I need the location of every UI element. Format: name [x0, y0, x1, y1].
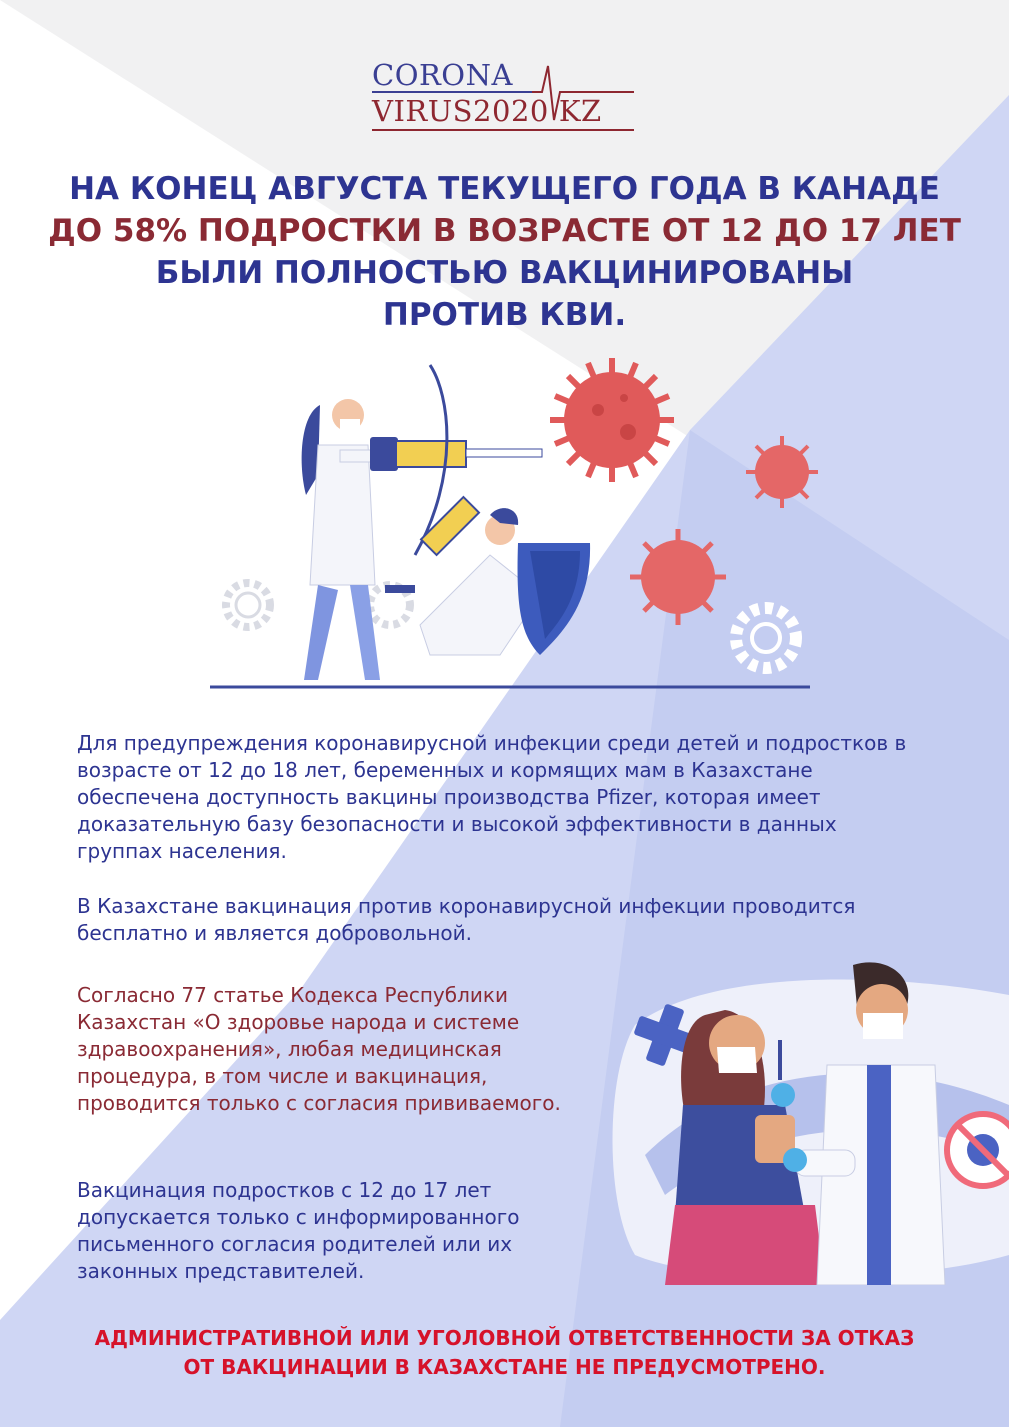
footer-line-2: ОТ ВАКЦИНАЦИИ В КАЗАХСТАНЕ НЕ ПРЕДУСМОТРЕНО. [183, 1355, 826, 1379]
virus-icon [746, 436, 818, 508]
paragraph-free-voluntary: В Казахстане вакцинация против коронавирусной инфекции проводится бесплатно и является добровольной. [77, 894, 856, 945]
no-virus-icon [947, 1114, 1009, 1186]
headline-line-3: БЫЛИ ПОЛНОСТЬЮ ВАКЦИНИРОВАНЫ [155, 255, 854, 291]
doctor-with-shield-figure [385, 497, 590, 655]
paragraph-parental-consent: Вакцинация подростков с 12 до 17 лет допускается только с информированного письменного согласия родителей или их законных представителей. [77, 1178, 520, 1283]
doctors-fighting-virus-illustration [200, 355, 820, 695]
headline-line-2: ДО 58% ПОДРОСТКИ В ВОЗРАСТЕ ОТ 12 ДО 17 ЛЕТ [48, 213, 961, 249]
logo-line-1: CORONA [372, 58, 513, 92]
logo-line-2-main: VIRUS2020 [372, 94, 549, 128]
vaccination-scene-illustration [605, 955, 1009, 1285]
virus-icon [630, 529, 726, 625]
doctor-with-syringe-figure [302, 399, 380, 680]
gear-icon [226, 583, 270, 627]
headline-line-1: НА КОНЕЦ АВГУСТА ТЕКУЩЕГО ГОДА В КАНАДЕ [69, 171, 940, 207]
heartbeat-line-icon [372, 58, 642, 138]
logo-line-2-suffix: KZ [558, 94, 602, 128]
main-headline [20, 168, 989, 336]
footer-line-1: АДМИНИСТРАТИВНОЙ ИЛИ УГОЛОВНОЙ ОТВЕТСТВЕННОСТИ ЗА ОТКАЗ [94, 1326, 915, 1350]
headline-line-4: ПРОТИВ КВИ. [382, 297, 627, 333]
corona-virus-logo [372, 58, 642, 138]
footer-notice [20, 1324, 989, 1382]
gear-icon [736, 608, 796, 668]
virus-icon [550, 358, 674, 482]
paragraph-pfizer-availability: Для предупреждения коронавирусной инфекции среди детей и подростков в возрасте от 12 до 18 лет, беременных и кормящих мам в Казахстане обеспечена доступность вакцины производства Pfizer, которая имеет доказательную базу безопасности и высокой эффективности в данных группах населения. [77, 731, 907, 863]
paragraph-code-article: Согласно 77 статье Кодекса Республики Казахстан «О здоровье народа и системе здравоохранения», любая медицинская процедура, в том числе и вакцинация, проводится только с согласия прививаемого. [77, 983, 561, 1115]
syringe-icon [370, 437, 542, 471]
